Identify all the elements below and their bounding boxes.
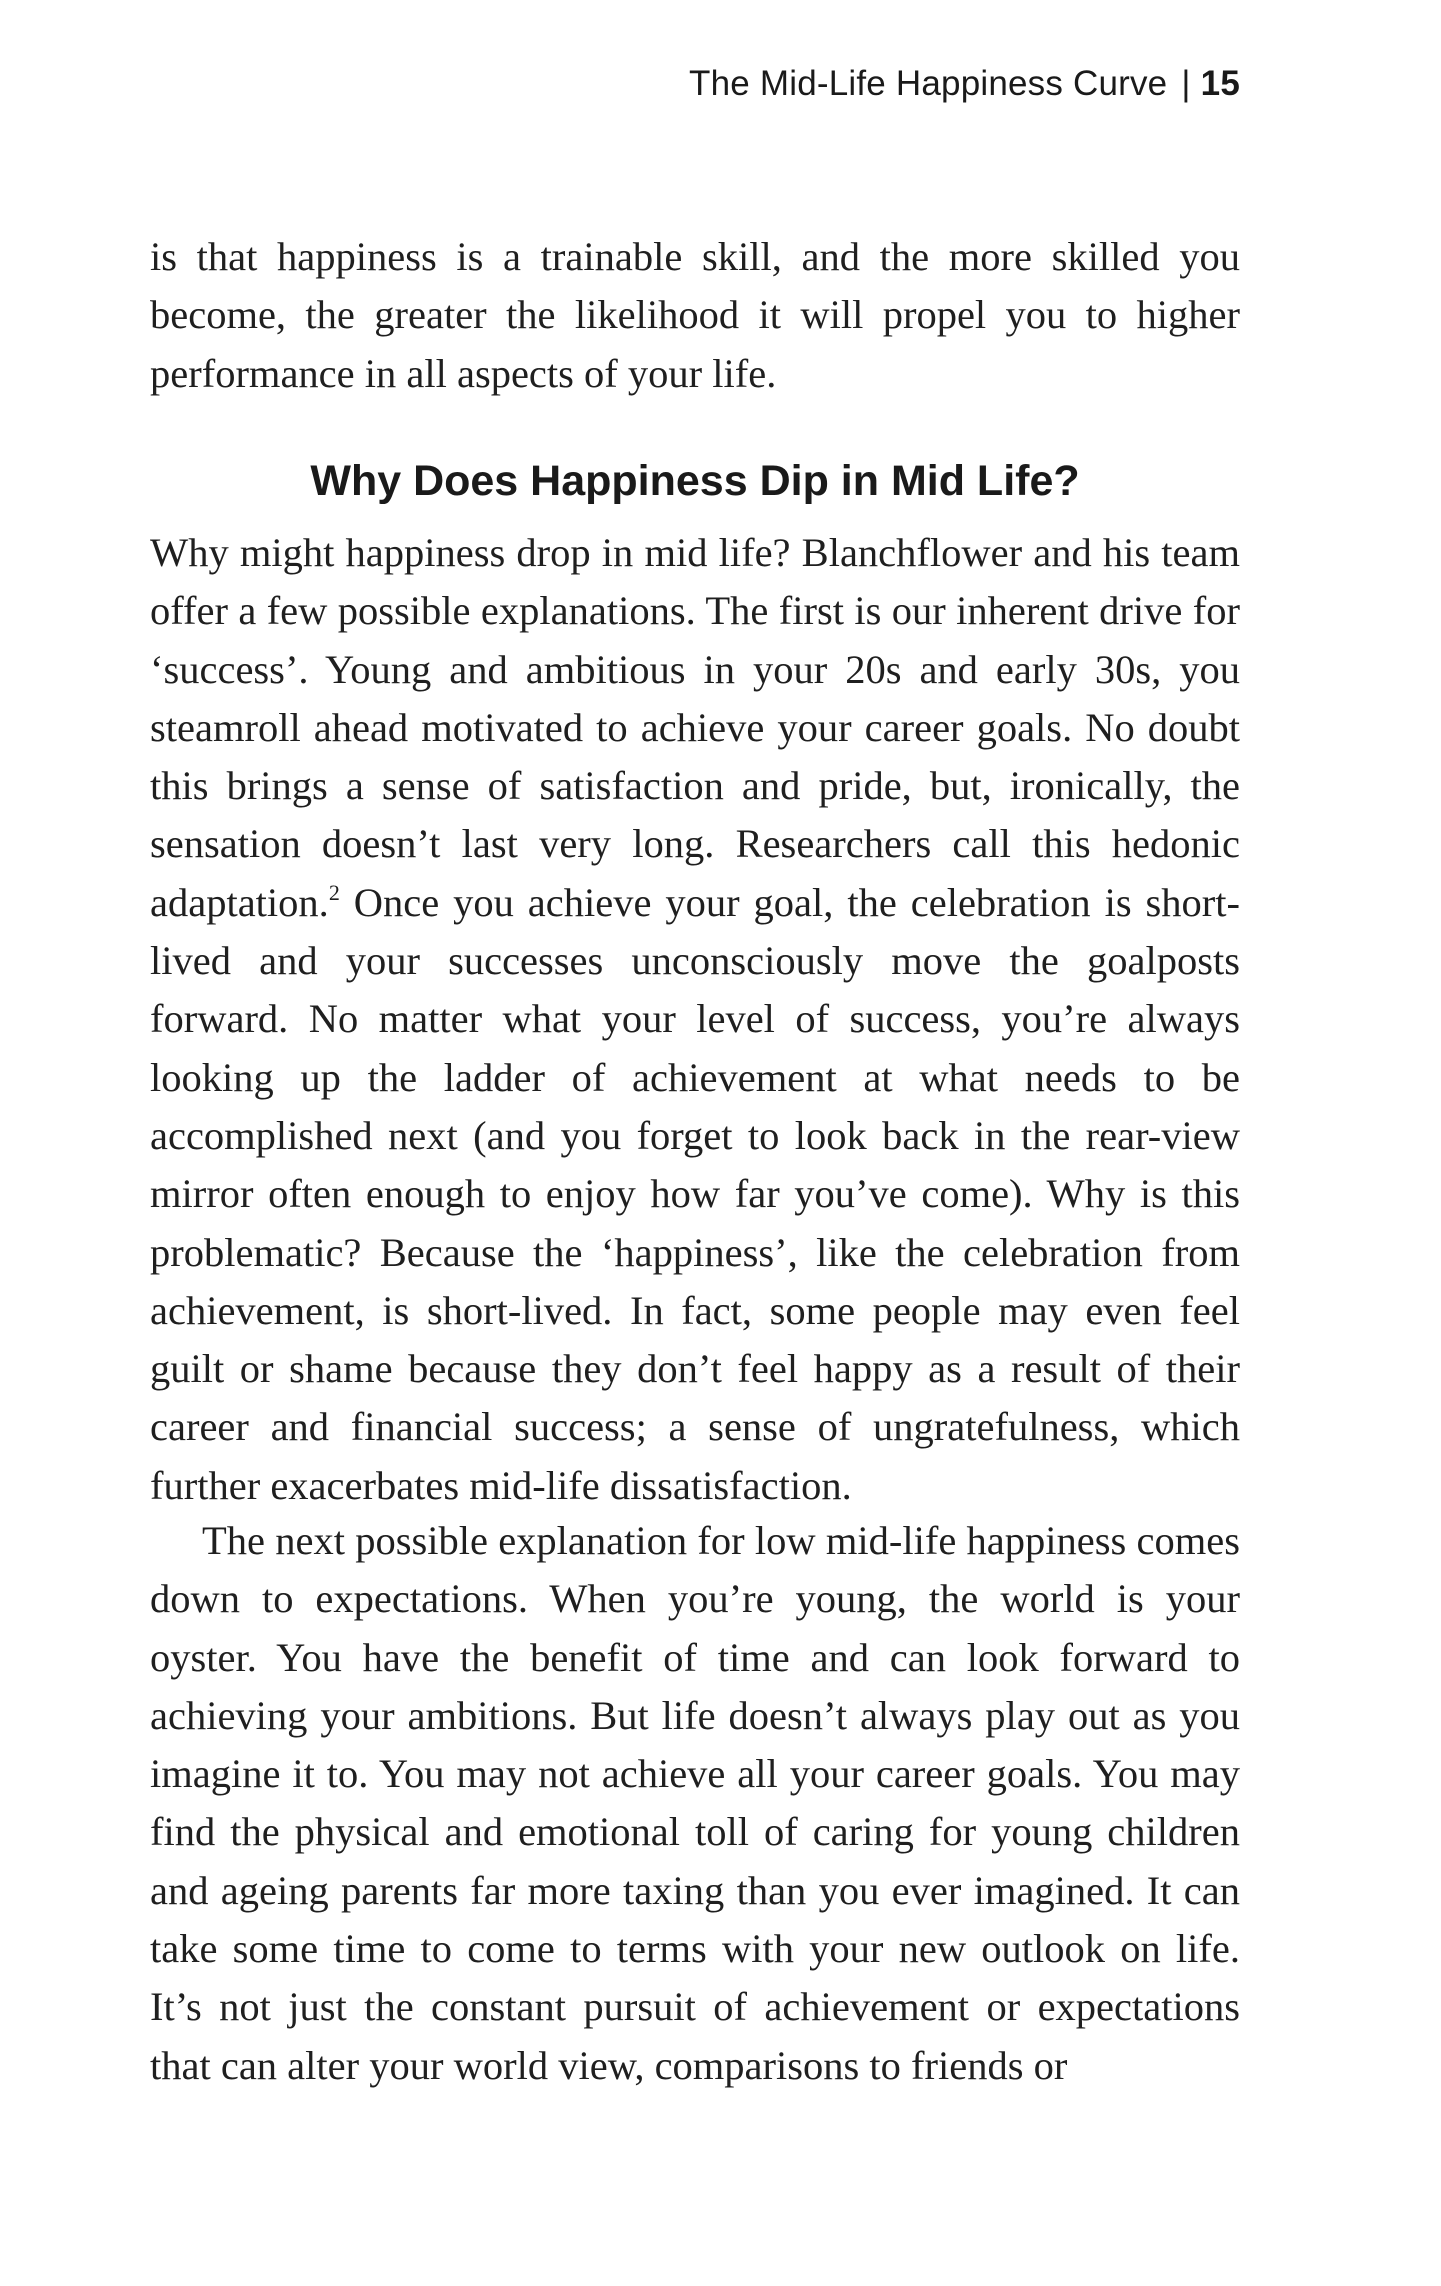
page-number: 15: [1200, 64, 1240, 103]
continued-paragraph: [150, 228, 1240, 403]
paragraph-1-part-a: Why might happiness drop in mid life? Blanchflower and his team offer a few possible explanations. The first is our inherent drive for ‘success’. Young and ambitious in your 20s and early 30s, you steamroll ahead motivated to achieve your career goals. No doubt this brings a sense of satisfaction and pride, but, ironically, the sensation doesn’t last very long. Researchers call this hedonic adaptation.: [150, 530, 1240, 925]
running-header: [689, 64, 1240, 104]
section-paragraph-1-text: [150, 524, 1240, 1515]
footnote-reference: 2: [328, 879, 340, 905]
section-heading: Why Does Happiness Dip in Mid Life?: [310, 457, 1080, 505]
running-header-title: The Mid-Life Happiness Curve: [689, 64, 1168, 103]
paragraph-1-part-b: Once you achieve your goal, the celebration is short-lived and your successes unconsciously move the goalposts forward. No matter what your level of success, you’re always looking up the ladder of achievement at what needs to be accomplished next (and you forget to look back in the rear-view mirror often enough to enjoy how far you’ve come). Why is this problematic? Because the ‘happiness’, like the celebration from achievement, is short-lived. In fact, some people may even feel guilt or shame because they don’t feel happy as a result of their career and financial success; a sense of ungratefulness, which further exacerbates mid-life dissatisfaction.: [150, 879, 1240, 1508]
continued-paragraph-text: is that happiness is a trainable skill, and the more skilled you become, the greater the likelihood it will propel you to higher performance in all aspects of your life.: [150, 234, 1240, 396]
section-paragraph-2-text: The next possible explanation for low mid-life happiness comes down to expectations. When you’re young, the world is your oyster. You have the benefit of time and can look forward to achieving your ambitions. But life doesn’t always play out as you imagine it to. You may not achieve all your career goals. You may find the physical and emotional toll of caring for young children and ageing parents far more taxing than you ever imagined. It can take some time to come to terms with your new outlook on life. It’s not just the constant pursuit of achievement or expectations that can alter your world view, comparisons to friends or: [150, 1518, 1240, 2088]
header-separator: |: [1181, 64, 1191, 103]
section-paragraph-2: [150, 1512, 1240, 2095]
section-paragraph-1: [150, 524, 1240, 1515]
